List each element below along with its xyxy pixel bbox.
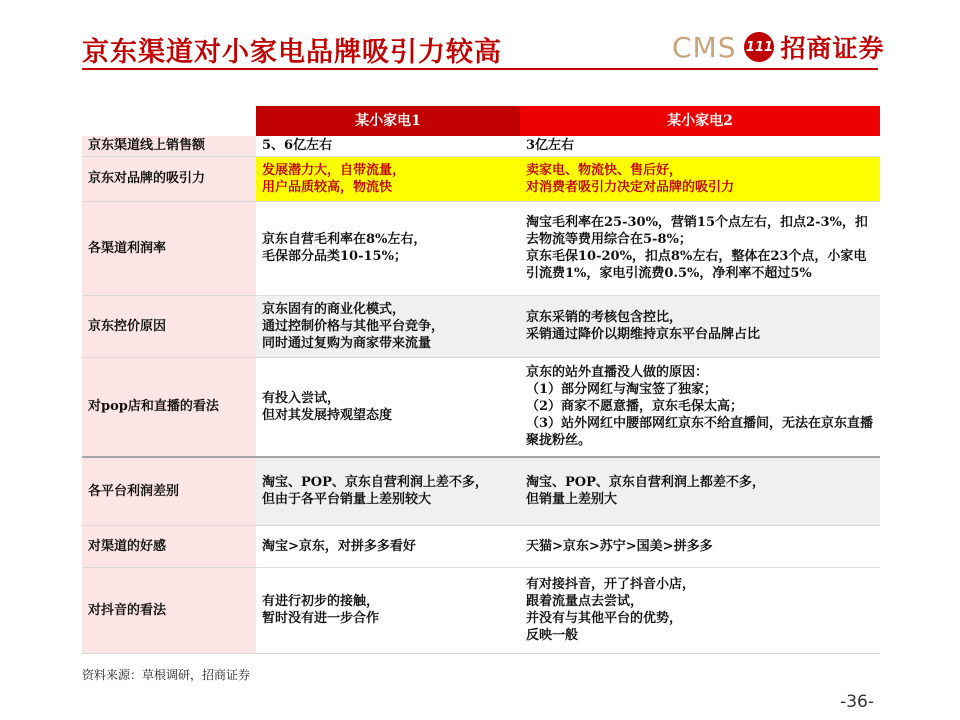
cell-brand-2 [520,567,880,653]
cell-line: 采销通过降价以期维持京东平台品牌占比 [526,327,761,342]
cell-line: 京东固有的商业化模式， [262,301,406,317]
cell-line: （2）商家不愿意播，京东毛保太高； [526,399,744,415]
cell-brand-2 [520,457,880,525]
cell-line: 通过控制价格与其他平台竞争， [262,318,445,334]
cell-line: 对消费者吸引力决定对品牌的吸引力 [526,179,735,195]
cell-line: 并没有与其他平台的优势， [526,611,683,626]
cell-brand-2 [520,201,880,295]
table-row [82,201,880,295]
cell-line: 5、6亿左右 [262,138,333,154]
page-number: -36- [840,692,874,712]
cell-line: 3亿左右 [526,138,575,154]
cell-line: 淘宝、POP、京东自营利润上都差不多， [526,475,765,491]
cell-line: 有进行初步的接触， [262,594,380,609]
logo-cms-text: CMS [672,30,737,64]
header-brand-2: 某小家电2 [520,106,880,136]
cell-line: 京东采销的考核包含控比， [526,310,683,325]
cell-brand-1 [256,136,520,156]
cell-line: 发展潜力大，自带流量， [262,162,406,178]
table-row [82,156,880,201]
row-label: 京东对品牌的吸引力 [82,156,256,201]
comparison-table [82,106,880,654]
cell-brand-2 [520,525,880,567]
logo-badge-icon: 111 [744,32,774,62]
cell-line: （1）部分网红与淘宝签了独家； [526,382,718,398]
cell-brand-2 [520,136,880,156]
cell-line: 天猫>京东>苏宁>国美>拼多多 [526,538,713,554]
cell-line: 用户品质较高，物流快 [262,179,393,195]
table-row [82,457,880,525]
cell-brand-1 [256,525,520,567]
cell-line: （3）站外网红中腰部网红京东不给直播间，无法在京东直播聚拢粉丝。 [526,416,874,449]
cell-brand-1 [256,567,520,653]
cell-line: 京东自营毛利率在8%左右， [262,232,427,247]
source-note: 资料来源：草根调研，招商证券 [82,668,251,682]
cms-logo [672,30,885,64]
page-title: 京东渠道对小家电品牌吸引力较高 [82,37,502,68]
cell-brand-1 [256,457,520,525]
cell-line: 有投入尝试， [262,390,341,406]
row-label: 对渠道的好感 [82,525,256,567]
table-row [82,567,880,653]
table-row [82,295,880,357]
cell-line: 反映一般 [526,628,579,643]
cell-line: 京东的站外直播没人做的原因： [526,365,709,381]
cell-line: 同时通过复购为商家带来流量 [262,335,432,351]
cell-line: 有对接抖音，开了抖音小店， [526,577,696,592]
cell-line: 淘宝、POP、京东自营利润上差不多， [262,475,488,491]
row-label: 对pop店和直播的看法 [82,357,256,457]
header-brand-1: 某小家电1 [256,106,520,136]
row-label: 京东渠道线上销售额 [82,136,256,156]
table-row [82,136,880,156]
cell-brand-2 [520,295,880,357]
cell-brand-1 [256,201,520,295]
cell-line: 但由于各平台销量上差别较大 [262,492,432,508]
cell-line: 暂时没有进一步合作 [262,611,380,626]
row-label: 各平台利润差别 [82,457,256,525]
row-label: 对抖音的看法 [82,567,256,653]
row-label: 各渠道利润率 [82,201,256,295]
cell-brand-1 [256,357,520,457]
header-blank-cell [82,106,256,136]
cell-line: 淘宝毛利率在25-30%，营销15个点左右，扣点2-3%，扣去物流等费用综合在5-8%； [526,215,868,247]
table-row [82,525,880,567]
row-label: 京东控价原因 [82,295,256,357]
cell-brand-2 [520,357,880,457]
table-row [82,357,880,457]
cell-line: 但销量上差别大 [526,492,618,508]
logo-company-name: 招商证券 [780,34,885,63]
table-header-row [82,106,880,136]
cell-brand-2 [520,156,880,201]
cell-line: 卖家电、物流快、售后好， [526,162,683,178]
cell-brand-1 [256,295,520,357]
cell-line: 淘宝>京东，对拼多多看好 [262,538,416,554]
cell-line: 毛保部分品类10-15%； [262,249,407,264]
cell-brand-1 [256,156,520,201]
title-divider [82,68,878,70]
cell-line: 但对其发展持观望态度 [262,407,393,423]
cell-line: 跟着流量点去尝试， [526,594,644,609]
cell-line: 京东毛保10-20%，扣点8%左右，整体在23个点，小家电引流费1%，家电引流费0.5%，净利率不超过5% [526,249,867,281]
